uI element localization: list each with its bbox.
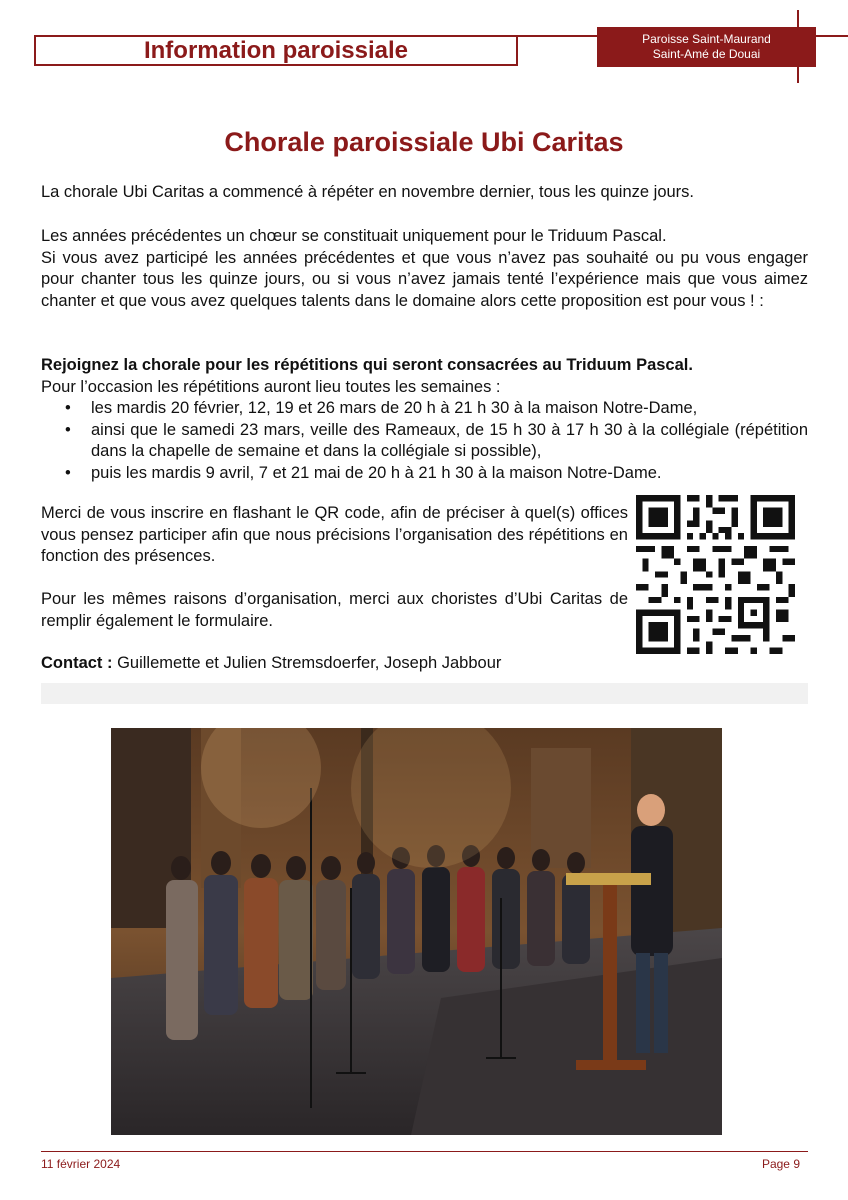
contact-line <box>41 653 808 675</box>
page-number: Page 9 <box>761 1157 800 1171</box>
cross-horizontal <box>775 35 848 37</box>
intro-text: La chorale Ubi Caritas a commencé à répéter en novembre dernier, tous les quinze jours. <box>41 183 695 201</box>
contact-names: Guillemette et Julien Stremsdoerfer, Joseph Jabbour <box>117 654 502 672</box>
separator-band <box>41 683 808 704</box>
list-item: • puis les mardis 9 avril, 7 et 21 mai de 20 h à 21 h 30 à la maison Notre-Dame. <box>41 463 808 485</box>
list-item: • les mardis 20 février, 12, 19 et 26 mars de 20 h à 21 h 30 à la maison Notre-Dame, <box>41 398 808 420</box>
schedule-section <box>41 355 808 484</box>
article-title: Chorale paroissiale Ubi Caritas <box>224 127 624 157</box>
members-text: Pour les mêmes raisons d’organisation, merci aux choristes d’Ubi Caritas de remplir également le formulaire. <box>41 590 628 630</box>
occasion-text: Pour l’occasion les répétitions auront lieu toutes les semaines : <box>41 377 501 396</box>
list-item: • ainsi que le samedi 23 mars, veille des Rameaux, de 15 h 30 à 17 h 30 à la collégiale (répétition dans la chapelle de semaine et dans la collégiale si possible), <box>41 420 808 463</box>
parish-name: Paroisse Saint-Maurand <box>642 32 771 46</box>
contact-label: Contact : <box>41 654 113 672</box>
footer-rule <box>41 1151 808 1152</box>
parish-subname: Saint-Amé de Douai <box>652 47 761 61</box>
footer-date: 11 février 2024 <box>41 1157 121 1171</box>
intro-paragraph <box>41 182 808 204</box>
header-rule <box>518 35 598 37</box>
invitation-line: Les années précédentes un chœur se constituait uniquement pour le Triduum Pascal. <box>41 227 667 245</box>
join-heading: Rejoignez la chorale pour les répétitions qui seront consacrées au Triduum Pascal. <box>41 356 693 374</box>
qr-code-icon[interactable] <box>636 495 795 654</box>
invitation-text: Si vous avez participé les années précédentes et que vous n’avez pas souhaité ou pu vous engager pour chanter tous les quinze jours, ou si vous n’avez jamais tenté l’expérience mais que vous aimez chanter et que vous avez quelques talents dans le domaine alors cette proposition est pour vous ! : <box>41 248 808 310</box>
section-title: Information paroissiale <box>143 36 409 64</box>
register-text: Merci de vous inscrire en flashant le QR code, afin de préciser à quel(s) offices vous pensez participer afin que nous précisions l’organisation des répétitions en fonction des présences. <box>41 504 628 565</box>
section-header <box>34 35 518 66</box>
invitation-paragraph <box>41 226 808 312</box>
members-paragraph <box>41 589 628 632</box>
cross-vertical <box>797 10 799 83</box>
parish-badge <box>597 27 816 67</box>
register-paragraph <box>41 503 628 568</box>
schedule-list <box>41 398 808 484</box>
choir-photo <box>111 728 722 1135</box>
